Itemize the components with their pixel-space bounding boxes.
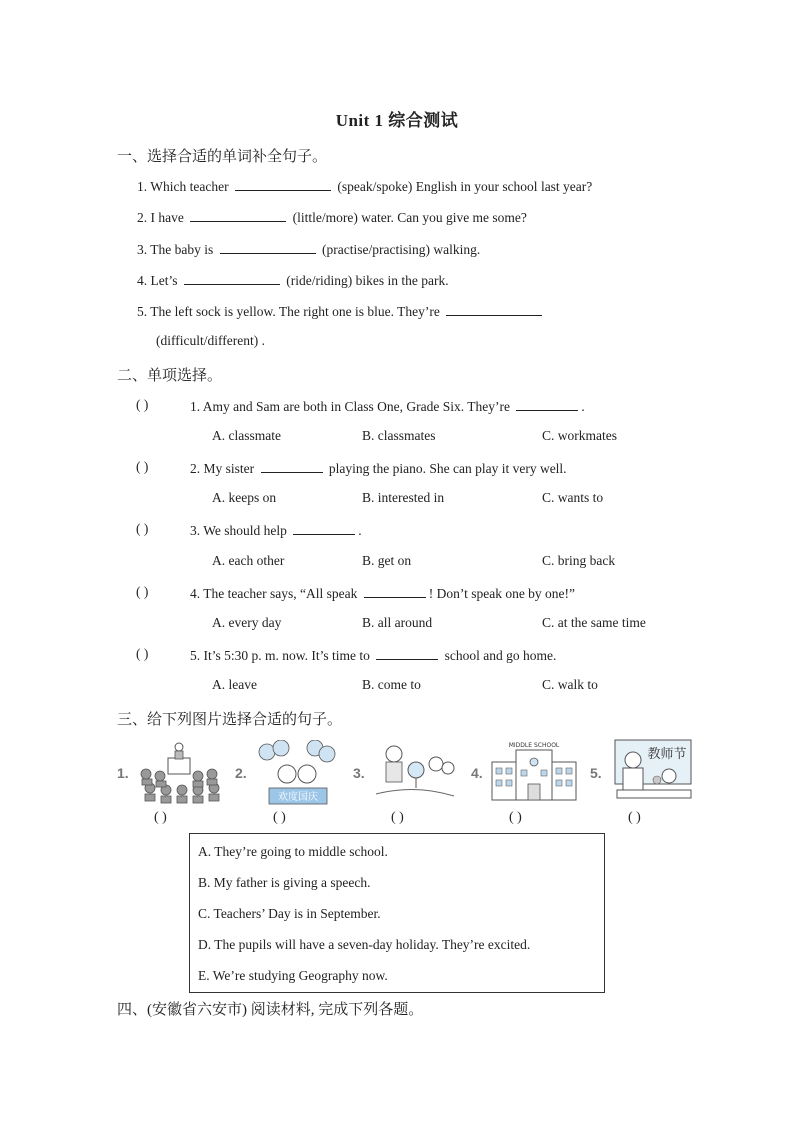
s1-item-1-hint: (speak/spoke) English in your school last year? <box>337 179 593 194</box>
q1-text: 1. Amy and Sam are both in Class One, Grade Six. They’re <box>190 399 510 414</box>
s1-item-5-blank[interactable] <box>446 302 542 316</box>
q2-option-a[interactable]: A. keeps on <box>212 490 277 505</box>
section2-heading: 二、单项选择。 <box>117 368 223 384</box>
choice-c: C. Teachers’ Day is in September. <box>198 906 381 921</box>
page-title: Unit 1 综合测试 <box>335 111 459 130</box>
choice-d: D. The pupils will have a seven-day holiday. They’re excited. <box>198 937 531 952</box>
q4-blank[interactable] <box>364 584 426 598</box>
school-sign-text: MIDDLE SCHOOL <box>508 742 560 749</box>
q4-stem <box>190 584 575 602</box>
q5-blank[interactable] <box>376 646 438 660</box>
answer-paren[interactable]: ( ) <box>136 521 149 536</box>
national-day-picture <box>257 740 337 806</box>
s1-item-3-hint: (practise/practising) walking. <box>322 242 481 257</box>
speech-picture <box>136 740 222 804</box>
answer-paren[interactable]: ( ) <box>136 584 149 599</box>
picture-2-answer[interactable]: ( ) <box>273 810 286 825</box>
q1-option-c[interactable]: C. workmates <box>542 428 617 443</box>
picture-1-answer[interactable]: ( ) <box>154 810 167 825</box>
q5-option-a[interactable]: A. leave <box>212 677 257 692</box>
choice-b: B. My father is giving a speech. <box>198 875 371 890</box>
q2-option-c[interactable]: C. wants to <box>542 490 604 505</box>
s1-item-2 <box>137 208 527 226</box>
q2-option-b[interactable]: B. interested in <box>362 490 445 505</box>
answer-paren[interactable]: ( ) <box>136 397 149 412</box>
s1-item-1-blank[interactable] <box>235 177 331 191</box>
q5-post: school and go home. <box>444 648 557 663</box>
s1-item-1-text: 1. Which teacher <box>137 179 229 194</box>
picture-5-answer[interactable]: ( ) <box>628 810 641 825</box>
section4-heading: 四、(安徽省六安市) 阅读材料, 完成下列各题。 <box>117 1002 424 1018</box>
q2-stem <box>190 459 567 477</box>
q1-option-a[interactable]: A. classmate <box>212 428 281 443</box>
q1-stem <box>190 397 585 415</box>
picture-number-3: 3. <box>353 765 365 781</box>
s1-item-4-blank[interactable] <box>184 271 280 285</box>
banner-text: 欢度国庆 <box>278 792 318 803</box>
s1-item-4 <box>137 271 449 289</box>
q3-option-c[interactable]: C. bring back <box>542 553 616 568</box>
q1-blank[interactable] <box>516 397 578 411</box>
q2-blank[interactable] <box>261 459 323 473</box>
section3-heading: 三、给下列图片选择合适的句子。 <box>117 712 343 728</box>
picture-number-5: 5. <box>590 765 602 781</box>
q5-option-c[interactable]: C. walk to <box>542 677 598 692</box>
s1-item-5-cont: (difficult/different) . <box>156 333 265 348</box>
picture-3-answer[interactable]: ( ) <box>391 810 404 825</box>
s1-item-5 <box>137 302 545 320</box>
q1-option-b[interactable]: B. classmates <box>362 428 436 443</box>
q5-text: 5. It’s 5:30 p. m. now. It’s time to <box>190 648 370 663</box>
q3-option-a[interactable]: A. each other <box>212 553 285 568</box>
q3-text: 3. We should help <box>190 523 287 538</box>
s1-item-2-blank[interactable] <box>190 208 286 222</box>
picture-number-4: 4. <box>471 765 483 781</box>
q5-option-b[interactable]: B. come to <box>362 677 421 692</box>
board-text: 教师节 <box>647 747 687 762</box>
s1-item-1 <box>137 177 592 195</box>
s1-item-3 <box>137 240 480 258</box>
q4-post: ! Don’t speak one by one!” <box>428 586 576 601</box>
q3-stem <box>190 521 362 539</box>
picture-4-answer[interactable]: ( ) <box>509 810 522 825</box>
s1-item-3-text: 3. The baby is <box>137 242 214 257</box>
q4-text: 4. The teacher says, “All speak <box>190 586 358 601</box>
sentence-choices-box <box>189 833 605 993</box>
s1-item-4-hint: (ride/riding) bikes in the park. <box>286 273 449 288</box>
answer-paren[interactable]: ( ) <box>136 646 149 661</box>
q3-option-b[interactable]: B. get on <box>362 553 412 568</box>
q4-option-b[interactable]: B. all around <box>362 615 433 630</box>
choice-e: E. We’re studying Geography now. <box>198 968 388 983</box>
q4-option-a[interactable]: A. every day <box>212 615 282 630</box>
middle-school-picture <box>490 738 578 802</box>
geography-picture <box>372 740 458 802</box>
q1-post: . <box>581 399 585 414</box>
section1-heading: 一、选择合适的单词补全句子。 <box>117 149 328 165</box>
q3-post: . <box>358 523 362 538</box>
q2-text: 2. My sister <box>190 461 255 476</box>
q3-blank[interactable] <box>293 521 355 535</box>
answer-paren[interactable]: ( ) <box>136 459 149 474</box>
s1-item-5-text: 5. The left sock is yellow. The right one is blue. They’re <box>137 304 440 319</box>
s1-item-3-blank[interactable] <box>220 240 316 254</box>
s1-item-2-hint: (little/more) water. Can you give me some? <box>292 210 527 225</box>
s1-item-2-text: 2. I have <box>137 210 184 225</box>
picture-number-1: 1. <box>117 765 129 781</box>
q5-stem <box>190 646 556 664</box>
q2-post: playing the piano. She can play it very well. <box>328 461 567 476</box>
choice-a: A. They’re going to middle school. <box>198 844 388 859</box>
picture-number-2: 2. <box>235 765 247 781</box>
q4-option-c[interactable]: C. at the same time <box>542 615 646 630</box>
s1-item-4-text: 4. Let’s <box>137 273 178 288</box>
teachers-day-picture <box>613 738 695 802</box>
